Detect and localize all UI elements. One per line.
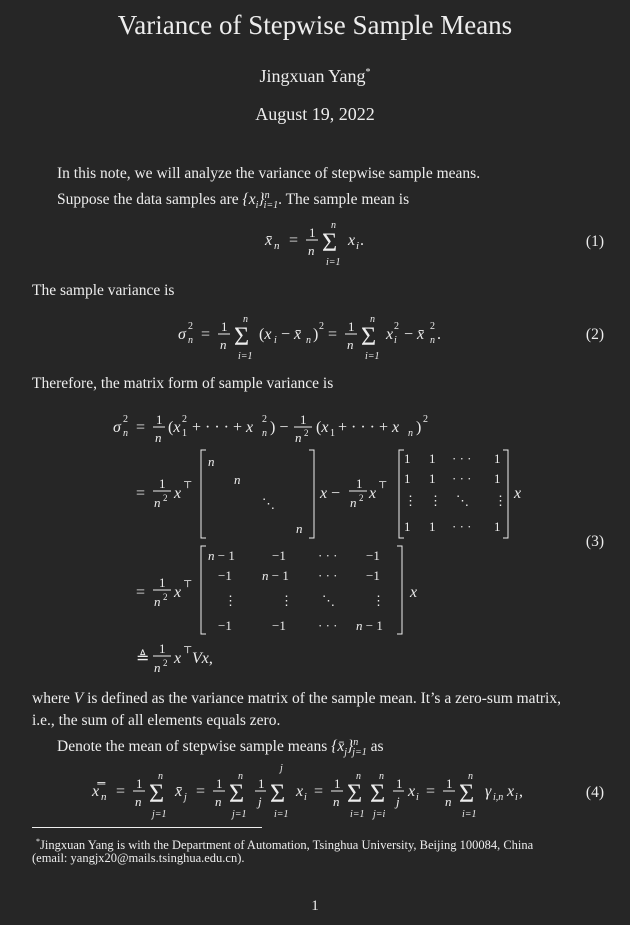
svg-text:): ): [416, 419, 422, 436]
svg-text:i=1: i=1: [365, 351, 380, 362]
page-number: 1: [311, 898, 319, 914]
svg-text:⋮: ⋮: [372, 593, 385, 608]
svg-text:i: i: [416, 792, 419, 803]
svg-text:Σ: Σ: [322, 228, 338, 257]
svg-text:n: n: [333, 794, 340, 809]
svg-text:=: =: [328, 326, 338, 343]
svg-text:⋱: ⋱: [262, 496, 275, 511]
svg-text:· · ·: · · ·: [318, 548, 338, 563]
svg-text:−1: −1: [366, 548, 380, 563]
svg-text:2: 2: [182, 414, 187, 425]
svg-text:+ · · · + x: + · · · + x: [338, 419, 400, 436]
svg-text:n: n: [215, 794, 222, 809]
svg-text:x: x: [174, 650, 182, 667]
denote-line: Denote the mean of stepwise sample means $\{x̄_j\}^n_{j=1}$ as: [57, 737, 384, 759]
equation-1: [0, 215, 630, 275]
svg-text:x: x: [410, 584, 418, 601]
eq-number-3: (3): [585, 533, 604, 550]
denote-a: Denote the mean of stepwise sample means: [57, 738, 332, 756]
svg-text:=: =: [426, 783, 436, 800]
svg-text:1: 1: [159, 575, 166, 590]
svg-text:i: i: [394, 335, 397, 346]
denote-b: as: [370, 738, 384, 756]
svg-text:(x: (x: [316, 419, 329, 436]
svg-text:n − 1: n − 1: [262, 568, 289, 583]
svg-text:n: n: [220, 337, 227, 352]
svg-text:γ: γ: [485, 783, 492, 800]
svg-text:=: =: [136, 419, 146, 436]
svg-text:Σ: Σ: [149, 779, 165, 808]
svg-text:1: 1: [494, 471, 501, 486]
svg-text:1: 1: [300, 412, 307, 427]
svg-text:Σ: Σ: [347, 779, 363, 808]
svg-text:n: n: [262, 428, 267, 439]
svg-text:x: x: [514, 485, 522, 502]
svg-text:j=i: j=i: [373, 809, 386, 820]
svg-text:n: n: [155, 430, 162, 445]
svg-text:Σ: Σ: [229, 779, 245, 808]
svg-text:1: 1: [404, 471, 411, 486]
svg-text:x: x: [369, 485, 377, 502]
svg-text:1: 1: [159, 476, 166, 491]
sample-variance-intro: The sample variance is: [32, 282, 175, 299]
svg-text:⋮: ⋮: [494, 493, 507, 508]
where-line-1: where V is defined as the variance matrix of the sample mean. It’s a zero-sum matrix,: [32, 690, 561, 707]
svg-text:n: n: [296, 521, 303, 536]
svg-text:n − 1: n − 1: [208, 548, 235, 563]
svg-text:1: 1: [404, 451, 411, 466]
svg-text:⋮: ⋮: [404, 493, 417, 508]
svg-text:1: 1: [494, 519, 501, 534]
svg-text:i=1: i=1: [274, 809, 289, 820]
svg-text:(x: (x: [168, 419, 181, 436]
svg-text:2: 2: [359, 493, 364, 503]
where-line-1a: where: [32, 690, 74, 707]
svg-text:1: 1: [446, 776, 453, 791]
svg-text:1: 1: [334, 776, 341, 791]
svg-text:2: 2: [163, 592, 168, 602]
svg-text:1: 1: [356, 476, 363, 491]
svg-text:n: n: [154, 594, 161, 609]
svg-text:n: n: [243, 314, 248, 325]
svg-text:1: 1: [404, 519, 411, 534]
svg-text:n: n: [347, 337, 354, 352]
footnote-line-2: (email: yangjx20@mails.tsinghua.edu.cn).: [32, 851, 245, 865]
where-line-1b: is defined as the variance matrix of the sample mean. It’s a zero-sum matrix,: [83, 690, 561, 707]
svg-text:n: n: [154, 495, 161, 510]
svg-text:⋮: ⋮: [224, 593, 237, 608]
svg-text:−1: −1: [366, 568, 380, 583]
svg-text:⊤: ⊤: [183, 579, 193, 590]
svg-text:n: n: [331, 220, 336, 231]
svg-text:=: =: [314, 783, 324, 800]
svg-text:=: =: [201, 326, 211, 343]
svg-text:i=1: i=1: [326, 257, 341, 268]
svg-text:x: x: [174, 584, 182, 601]
svg-text:) −: ) −: [270, 419, 289, 436]
matrix-intro: Therefore, the matrix form of sample variance is: [32, 375, 334, 392]
svg-text:−1: −1: [218, 568, 232, 583]
svg-text:i: i: [356, 240, 360, 252]
footnote-line-1: *Jingxuan Yang is with the Department of Automation, Tsinghua University, Beijing 100084, China: [36, 837, 534, 853]
svg-text:· · ·: · · ·: [452, 451, 472, 466]
svg-text:+ · · · + x: + · · · + x: [192, 419, 254, 436]
svg-text:1: 1: [396, 776, 403, 791]
intro-line-2: Suppose the data samples are $\{x_i\}^n_{i=1}$. The sample mean is: [57, 190, 410, 212]
svg-text:n: n: [468, 771, 473, 782]
svg-text:x: x: [408, 783, 416, 800]
svg-text:): ): [313, 326, 319, 343]
intro-line-1: In this note, we will analyze the variance of stepwise sample means.: [57, 165, 481, 182]
svg-text:1: 1: [494, 451, 501, 466]
svg-text:,: ,: [519, 783, 523, 800]
svg-text:i: i: [274, 335, 277, 346]
eq-number-1: (1): [585, 233, 604, 250]
svg-text:j=1: j=1: [232, 809, 247, 820]
svg-text:⊤: ⊤: [183, 645, 193, 656]
svg-text:n: n: [154, 660, 161, 675]
svg-text:−1: −1: [272, 618, 286, 633]
svg-text:1: 1: [159, 641, 166, 656]
svg-text:j: j: [258, 794, 262, 809]
svg-text:n: n: [370, 314, 375, 325]
svg-text:.: .: [360, 232, 364, 249]
svg-text:2: 2: [319, 321, 324, 332]
svg-text:x̿: x̿: [92, 783, 100, 800]
svg-text:n: n: [208, 454, 215, 469]
svg-text:n: n: [430, 335, 435, 346]
svg-text:n: n: [158, 771, 163, 782]
svg-text:1: 1: [136, 776, 143, 791]
svg-text:⋱: ⋱: [456, 493, 469, 508]
svg-text:n: n: [101, 791, 107, 803]
svg-text:x̄: x̄: [175, 783, 183, 800]
svg-text:⊤: ⊤: [183, 480, 193, 491]
svg-text:n: n: [308, 243, 315, 258]
svg-text:· · ·: · · ·: [318, 568, 338, 583]
svg-text:x: x: [386, 326, 394, 343]
svg-text:n: n: [274, 240, 280, 252]
svg-text:2: 2: [163, 493, 168, 503]
svg-text:1: 1: [429, 519, 436, 534]
svg-text:i,n: i,n: [493, 792, 504, 803]
svg-text:σ: σ: [113, 419, 121, 436]
svg-text:x: x: [348, 232, 356, 249]
paper-date: August 19, 2022: [255, 104, 375, 124]
svg-text:n: n: [135, 794, 142, 809]
svg-text:≜: ≜: [136, 650, 150, 667]
svg-text:σ: σ: [178, 326, 186, 343]
svg-text:x: x: [507, 783, 515, 800]
svg-text:n: n: [408, 428, 413, 439]
svg-text:i: i: [304, 792, 307, 803]
intro-line-2b: . The sample mean is: [278, 191, 410, 209]
svg-text:x: x: [174, 485, 182, 502]
svg-text:1: 1: [258, 776, 265, 791]
svg-text:1: 1: [348, 319, 355, 334]
svg-text:i=1: i=1: [462, 809, 477, 820]
intro-line-2a: Suppose the data samples are: [57, 191, 243, 209]
svg-text:1: 1: [330, 428, 335, 439]
svg-text:Σ: Σ: [459, 779, 475, 808]
svg-text:Σ: Σ: [234, 322, 250, 351]
eq-number-2: (2): [585, 326, 604, 343]
svg-text:−1: −1: [272, 548, 286, 563]
svg-text:j=1: j=1: [152, 809, 167, 820]
svg-text:· · ·: · · ·: [452, 471, 472, 486]
author-line: Jingxuan Yang*: [259, 66, 371, 86]
svg-text:n: n: [234, 472, 241, 487]
svg-text:n: n: [188, 335, 193, 346]
eq-number-4: (4): [585, 784, 604, 801]
footnote-text-1: Jingxuan Yang is with the Department of Automation, Tsinghua University, Beijing 100084, China: [40, 838, 534, 853]
svg-text:1: 1: [309, 225, 316, 240]
svg-text:=: =: [136, 485, 146, 502]
svg-text:n: n: [123, 428, 128, 439]
svg-text:=: =: [136, 584, 146, 601]
svg-text:x̄: x̄: [265, 232, 273, 249]
svg-text:n − 1: n − 1: [356, 618, 383, 633]
svg-text:j: j: [184, 792, 187, 803]
svg-text:1: 1: [156, 412, 163, 427]
svg-text:2: 2: [304, 428, 309, 438]
svg-text:2: 2: [430, 321, 435, 332]
svg-text:− x̄: − x̄: [281, 326, 302, 343]
svg-text:⊤: ⊤: [378, 480, 388, 491]
svg-text:Vx,: Vx,: [192, 650, 213, 667]
svg-text:⋮: ⋮: [429, 493, 442, 508]
svg-text:−1: −1: [218, 618, 232, 633]
svg-text:i=1: i=1: [350, 809, 365, 820]
svg-text:1: 1: [429, 451, 436, 466]
equation-2: [0, 305, 630, 367]
svg-text:Σ: Σ: [270, 779, 286, 808]
author-name: Jingxuan Yang: [259, 66, 366, 86]
svg-text:⋮: ⋮: [280, 593, 293, 608]
footnote-rule: [32, 827, 262, 828]
svg-text:=: =: [116, 783, 126, 800]
equation-3: [0, 400, 630, 685]
equation-4: [0, 760, 630, 825]
svg-text:.: .: [437, 326, 441, 343]
svg-text:i=1: i=1: [238, 351, 253, 362]
svg-text:1: 1: [429, 471, 436, 486]
svg-text:(x: (x: [259, 326, 272, 343]
svg-text:− x̄: − x̄: [404, 326, 425, 343]
svg-text:2: 2: [163, 658, 168, 668]
svg-text:j: j: [396, 794, 400, 809]
svg-text:n: n: [356, 771, 361, 782]
svg-text:j: j: [280, 763, 283, 774]
svg-text:n: n: [379, 771, 384, 782]
svg-text:2: 2: [423, 414, 428, 425]
svg-text:n: n: [350, 495, 357, 510]
svg-text:2: 2: [123, 414, 128, 425]
where-line-2: i.e., the sum of all elements equals zero.: [32, 712, 281, 729]
svg-text:n: n: [445, 794, 452, 809]
svg-text:=: =: [289, 232, 299, 249]
svg-text:2: 2: [262, 414, 267, 425]
svg-text:i: i: [515, 792, 518, 803]
svg-text:x: x: [320, 485, 328, 502]
svg-text:Σ: Σ: [361, 322, 377, 351]
svg-text:⋱: ⋱: [322, 593, 335, 608]
svg-text:−: −: [331, 485, 341, 502]
svg-text:n: n: [238, 771, 243, 782]
svg-text:1: 1: [216, 776, 223, 791]
svg-text:1: 1: [221, 319, 228, 334]
svg-text:=: =: [196, 783, 206, 800]
svg-text:2: 2: [394, 321, 399, 332]
svg-text:2: 2: [188, 321, 193, 332]
svg-text:x: x: [296, 783, 304, 800]
svg-text:· · ·: · · ·: [452, 519, 472, 534]
svg-text:n: n: [295, 430, 302, 445]
svg-text:n: n: [306, 335, 311, 346]
svg-text:· · ·: · · ·: [318, 618, 338, 633]
svg-text:1: 1: [182, 428, 187, 439]
paper-title: Variance of Stepwise Sample Means: [117, 10, 513, 40]
svg-text:Σ: Σ: [370, 779, 386, 808]
